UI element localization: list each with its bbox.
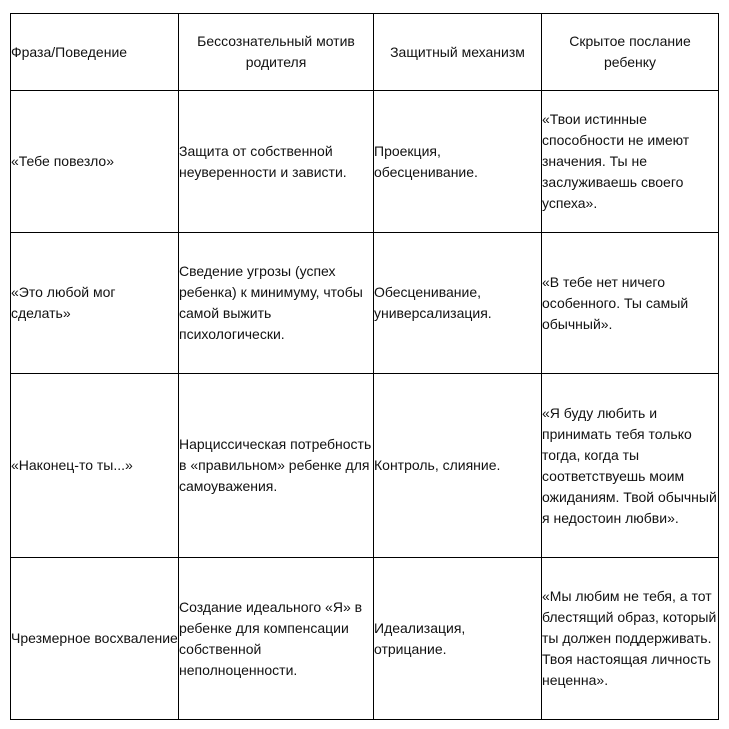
header-phrase: Фраза/Поведение (11, 14, 179, 91)
psychology-table (10, 13, 719, 720)
cell-message: «Мы любим не тебя, а тот блестящий образ, который ты должен поддерживать. Твоя настоящая личность неценна». (542, 558, 719, 720)
cell-motive: Защита от собственной неуверенности и зависти. (179, 91, 374, 233)
cell-motive: Создание идеального «Я» в ребенке для компенсации собственной неполноценности. (179, 558, 374, 720)
cell-mechanism: Проекция, обесценивание. (374, 91, 542, 233)
cell-mechanism: Идеализация, отрицание. (374, 558, 542, 720)
cell-mechanism: Контроль, слияние. (374, 374, 542, 558)
header-mechanism: Защитный механизм (374, 14, 542, 91)
cell-phrase: «Наконец-то ты...» (11, 374, 179, 558)
cell-message: «Твои истинные способности не имеют значения. Ты не заслуживаешь своего успеха». (542, 91, 719, 233)
table-header-row (11, 14, 719, 91)
cell-phrase: «Это любой мог сделать» (11, 233, 179, 374)
table-row (11, 233, 719, 374)
cell-message: «В тебе нет ничего особенного. Ты самый обычный». (542, 233, 719, 374)
cell-motive: Сведение угрозы (успех ребенка) к минимуму, чтобы самой выжить психологически. (179, 233, 374, 374)
table-row (11, 558, 719, 720)
cell-message: «Я буду любить и принимать тебя только тогда, когда ты соответствуешь моим ожиданиям. Твой обычный я недостоин любви». (542, 374, 719, 558)
table-row (11, 374, 719, 558)
cell-mechanism: Обесценивание, универсализация. (374, 233, 542, 374)
cell-phrase: «Тебе повезло» (11, 91, 179, 233)
table-row (11, 91, 719, 233)
header-message: Скрытое послание ребенку (542, 14, 719, 91)
cell-phrase: Чрезмерное восхваление (11, 558, 179, 720)
header-motive: Бессознательный мотив родителя (179, 14, 374, 91)
cell-motive: Нарциссическая потребность в «правильном» ребенке для самоуважения. (179, 374, 374, 558)
